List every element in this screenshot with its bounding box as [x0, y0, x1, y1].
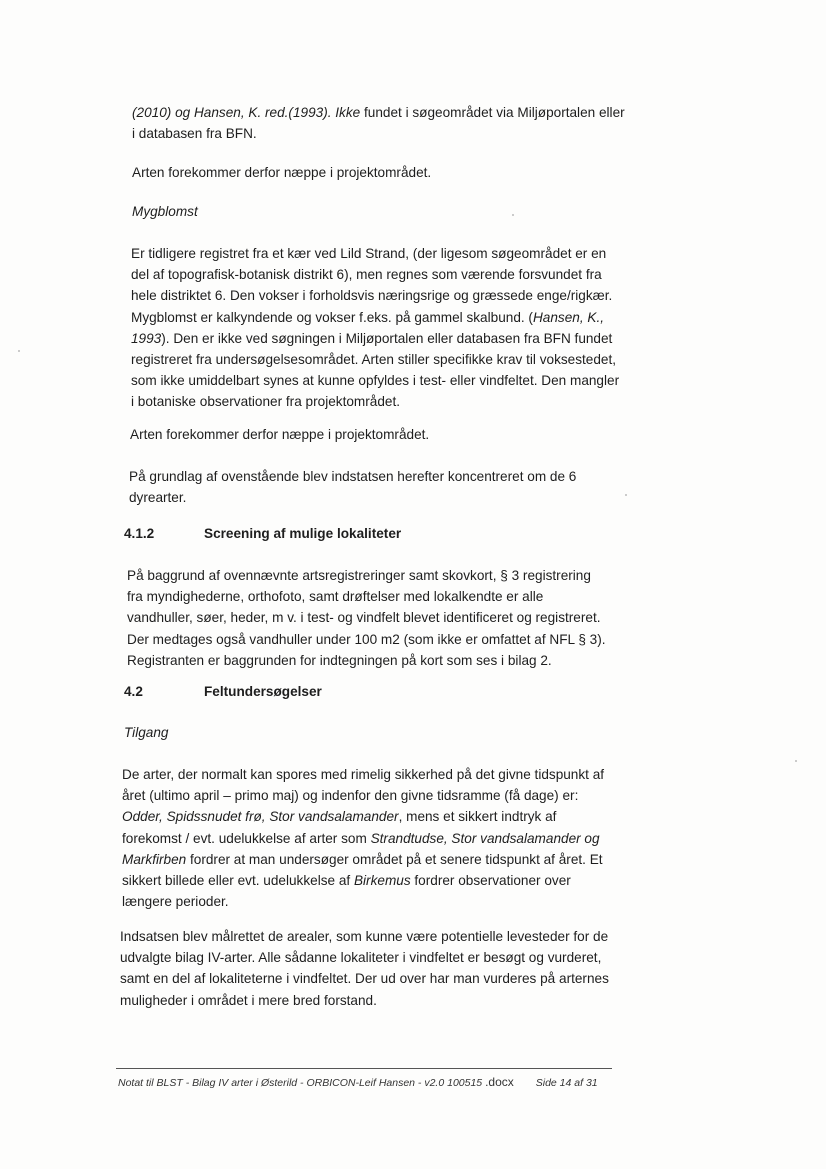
scan-speck — [18, 350, 20, 352]
reference-citation: (2010) og Hansen, K. red.(1993). — [132, 105, 332, 120]
section-heading-4-1-2: 4.1.2 Screening af mulige lokaliteter — [124, 526, 402, 541]
scan-speck — [795, 760, 797, 762]
species-list: Odder, Spidssnudet frø, Stor vandsalamander — [122, 809, 399, 825]
footer-divider — [116, 1068, 612, 1069]
paragraph-effort: Indsatsen blev målrettet de arealer, som kunne være potentielle levesteder for de udvalgte bilag IV-arter. Alle sådanne lokaliteter i vindfeltet er besøgt og vurderet, samt en del af lokaliteterne i vindfeltet. Der ud over har man vurderes på arternes muligheder i området i mere bred forstand. — [120, 929, 609, 1008]
subheading-tilgang: Tilgang — [124, 725, 169, 740]
species-list: Strandtudse, Stor vandsalamander og Markfirben — [122, 830, 600, 867]
paragraph-mygblomst: Er tidligere registret fra et kær ved Lild Strand, (der ligesom søgeområdet er en del af topografisk-botanisk distrikt 6), men regnes som værende forsvundet fra hele distriktet 6. Den vokser i forholdsvis næringsrige og græssede enge/rigkær. Mygblomst er kalkyndende og vokser f.eks. på gammel skalbund. (Hansen, K., 1993). Den er ikke ved søgningen i Miljøportalen eller databasen fra BFN fundet registreret fra undersøgelsesområdet. Arten stiller specifikke krav til voksestedet, som ikke umiddelbart synes at kunne opfyldes i test- eller vindfeltet. Den mangler i botaniske observationer fra projektområdet. — [131, 246, 620, 410]
footer-document-name: Notat til BLST - Bilag IV arter i Østerild - ORBICON-Leif Hansen - v2.0 100515 — [118, 1077, 486, 1089]
paragraph-references: (2010) og Hansen, K. red.(1993). Ikke fundet i søgeområdet via Miljøportalen eller i databasen fra BFN. — [132, 105, 625, 142]
paragraph-focus: På grundlag af ovenstående blev indstatsen herefter koncentreret om de 6 dyrearter. — [129, 469, 577, 506]
reference-citation: Hansen, K., 1993 — [131, 309, 604, 346]
page-footer: Notat til BLST - Bilag IV arter i Østerild - ORBICON-Leif Hansen - v2.0 100515 .docx Side 14 af 31 — [118, 1075, 598, 1089]
scan-speck — [625, 494, 627, 496]
section-heading-4-2: 4.2 Feltundersøgelser — [124, 684, 322, 699]
scan-speck — [512, 214, 514, 216]
species-name: Birkemus — [353, 873, 411, 889]
footer-page-number: Side 14 af 31 — [535, 1077, 598, 1089]
paragraph-conclusion-1: Arten forekommer derfor næppe i projektområdet. — [132, 165, 432, 180]
paragraph-approach: De arter, der normalt kan spores med rimelig sikkerhed på det givne tidspunkt af året (ultimo april – primo maj) og indenfor den givne tidsramme (få dage) er: Odder, Spidssnudet frø, Stor vandsalamander, mens et sikkert indtryk af forekomst / evt. udelukkelse af arter som Strandtudse, Stor vandsalamander og Markfirben fordrer at man undersøger området på et senere tidspunkt af året. Et sikkert billede eller evt. udelukkelse af Birkemus fordrer observationer over længere perioder. — [122, 767, 605, 910]
subheading-mygblomst: Mygblomst — [132, 204, 198, 219]
paragraph-screening: På baggrund af ovennævnte artsregistreringer samt skovkort, § 3 registrering fra myndighederne, orthofoto, samt drøftelser med lokalkendte er alle vandhuller, søer, heder, m v. i test- og vindfelt blevet identificeret og registreret. Der medtages også vandhuller under 100 m2 (som ikke er omfattet af NFL § 3). Registranten er baggrunden for indtegningen på kort som ses i bilag 2. — [127, 568, 606, 668]
paragraph-conclusion-2: Arten forekommer derfor næppe i projektområdet. — [130, 427, 430, 442]
